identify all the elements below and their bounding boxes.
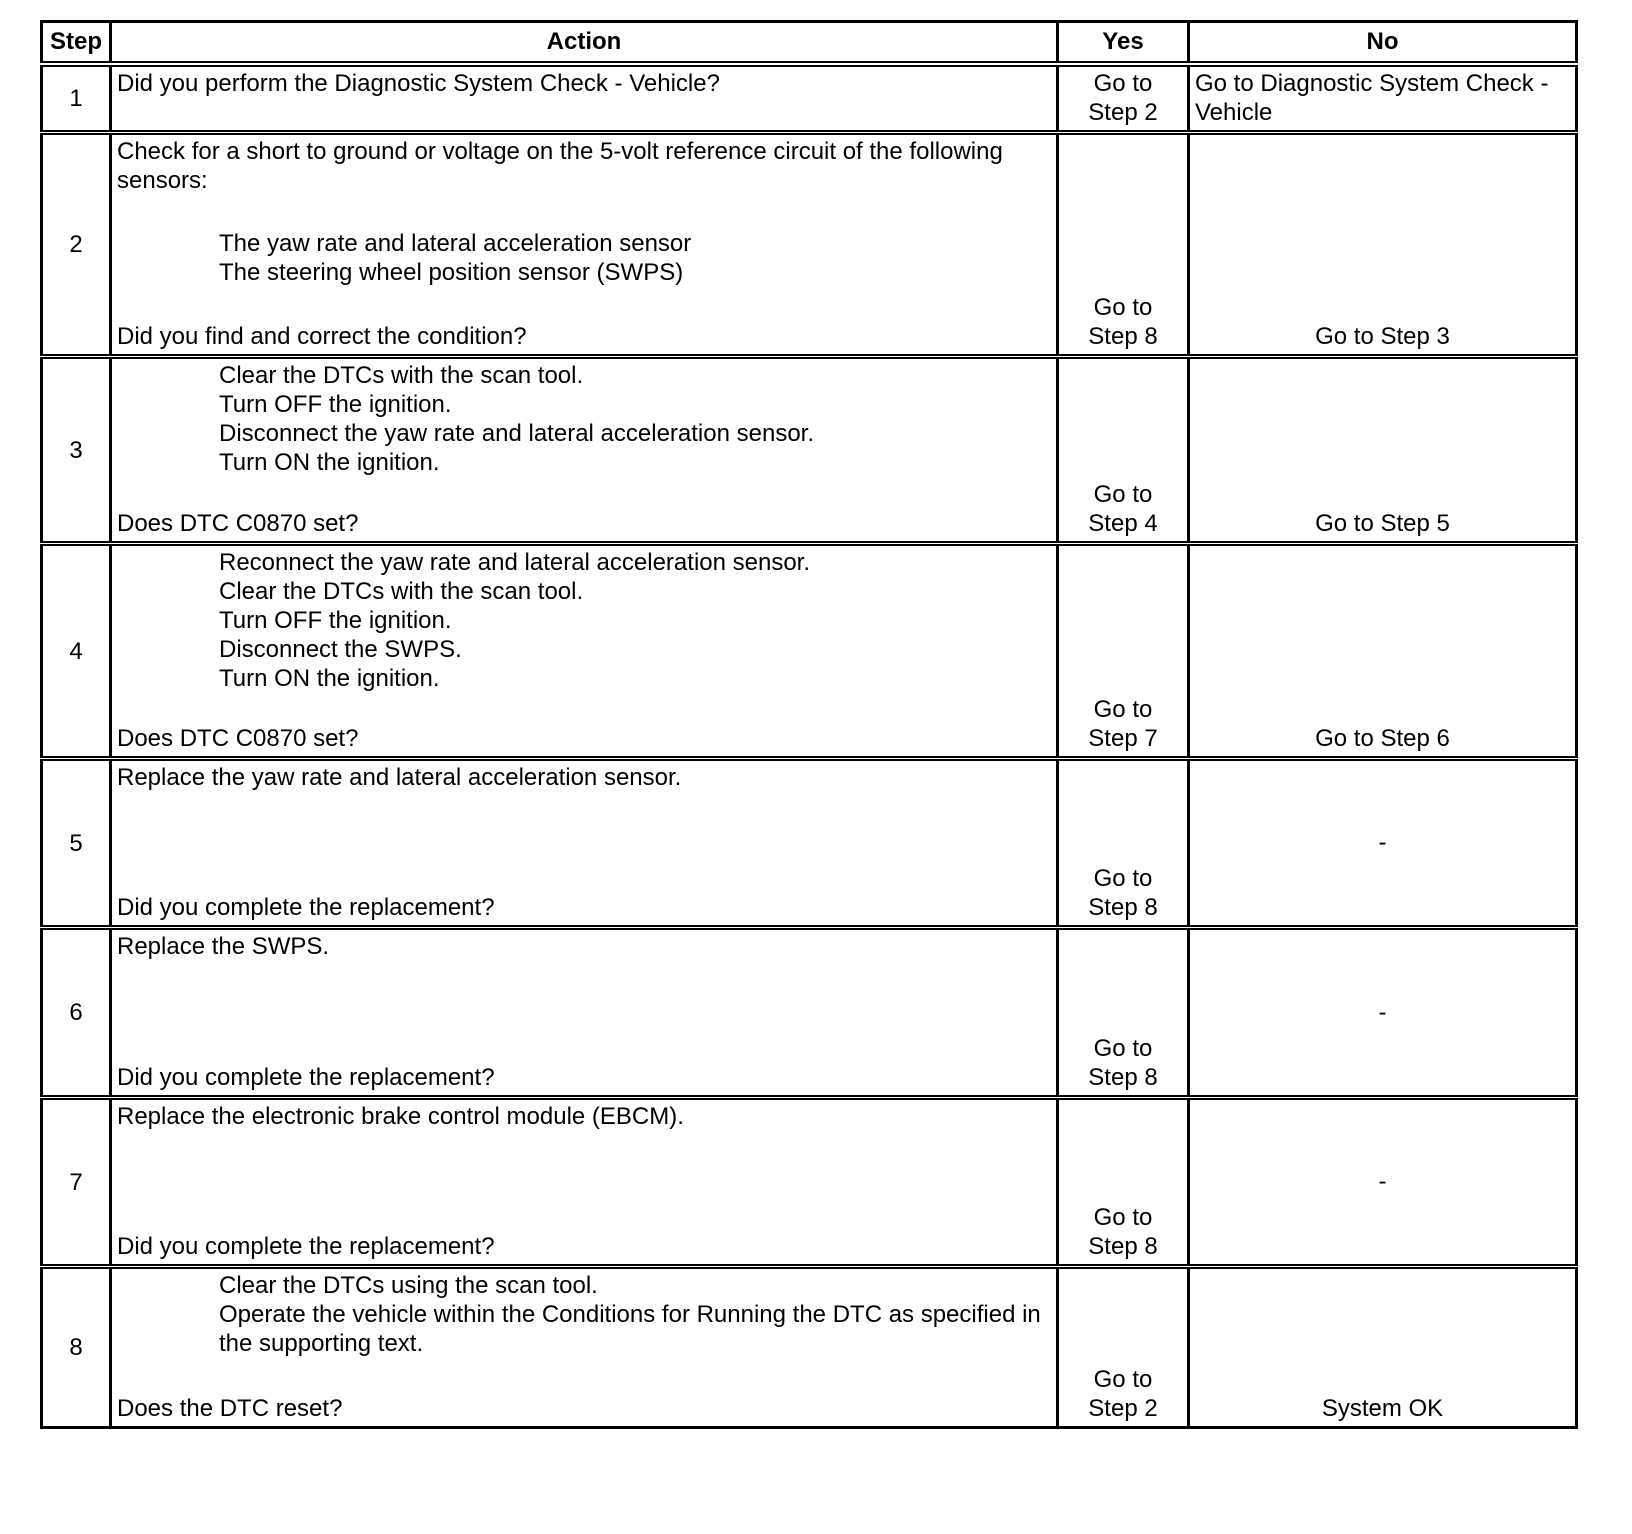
yes-text: Go to [1093, 1035, 1153, 1062]
header-no: No [1189, 22, 1577, 65]
yes-text: Step 8 [1088, 894, 1158, 921]
spacer [117, 195, 1051, 229]
no-text: - [1378, 998, 1387, 1026]
action-substep: Turn ON the ignition. [219, 665, 440, 692]
step-number: 8 [69, 1334, 83, 1361]
action-question: Did you complete the replacement? [117, 1064, 495, 1091]
step-number: 7 [69, 1168, 83, 1196]
action-cell [111, 1098, 1058, 1267]
action-substep: Turn ON the ignition. [219, 449, 440, 476]
table-body [42, 64, 1577, 1428]
action-content [117, 137, 1051, 287]
action-substep: Clear the DTCs with the scan tool. [219, 578, 584, 605]
step-number-cell [42, 928, 111, 1098]
yes-cell [1058, 759, 1189, 928]
no-cell [1189, 64, 1577, 133]
table-row [42, 544, 1577, 759]
yes-text: Step 2 [1088, 99, 1158, 126]
no-cell [1189, 357, 1577, 544]
no-cell [1189, 759, 1577, 928]
action-question: Does the DTC reset? [117, 1395, 343, 1422]
yes-text: Go to [1093, 696, 1153, 723]
yes-cell [1058, 357, 1189, 544]
no-cell [1189, 928, 1577, 1098]
step-number: 6 [69, 999, 83, 1026]
table-row [42, 928, 1577, 1098]
no-text: - [1378, 1168, 1387, 1195]
action-question: Did you find and correct the condition? [117, 323, 527, 350]
action-content [117, 1271, 1051, 1358]
action-cell [111, 1267, 1058, 1428]
step-number-cell [42, 759, 111, 928]
action-cell [111, 544, 1058, 759]
no-text: Go to Diagnostic System Check - Vehicle [1195, 70, 1549, 126]
step-number: 2 [69, 231, 83, 258]
action-intro: Replace the yaw rate and lateral acceleration sensor. [117, 764, 682, 791]
header-step: Step [42, 22, 111, 65]
action-intro: Replace the SWPS. [117, 933, 330, 960]
action-question: Did you complete the replacement? [117, 1233, 495, 1260]
table-row [42, 1098, 1577, 1267]
action-cell [111, 64, 1058, 133]
step-number: 1 [69, 85, 83, 112]
action-substep: Turn OFF the ignition. [219, 391, 452, 418]
yes-cell [1058, 1098, 1189, 1267]
action-substep: Operate the vehicle within the Conditions for Running the DTC as specified in the supporting text. [219, 1301, 1041, 1357]
action-cell [111, 759, 1058, 928]
no-text: Go to Step 6 [1315, 725, 1450, 752]
yes-text: Go to [1093, 865, 1153, 892]
step-number: 3 [69, 436, 83, 464]
step-number-cell [42, 357, 111, 544]
header-yes: Yes [1058, 22, 1189, 65]
diagnostic-table-container [40, 20, 1575, 1429]
yes-text: Go to [1093, 481, 1153, 508]
no-text: Go to Step 5 [1315, 510, 1450, 537]
action-substep: The steering wheel position sensor (SWPS) [219, 259, 684, 286]
yes-text: Step 8 [1088, 1064, 1158, 1091]
yes-cell [1058, 133, 1189, 357]
step-number-cell [42, 544, 111, 759]
action-content [117, 763, 1051, 792]
diagnostic-table [40, 20, 1578, 1429]
no-cell [1189, 1098, 1577, 1267]
yes-text: Step 8 [1088, 323, 1158, 350]
step-number-cell [42, 1098, 111, 1267]
action-substep: Reconnect the yaw rate and lateral acceleration sensor. [219, 549, 811, 576]
action-question: Does DTC C0870 set? [117, 725, 359, 752]
table-row [42, 1267, 1577, 1428]
header-action: Action [111, 22, 1058, 65]
action-cell [111, 357, 1058, 544]
action-substep: Disconnect the SWPS. [219, 636, 462, 663]
yes-cell [1058, 1267, 1189, 1428]
no-cell [1189, 133, 1577, 357]
yes-text: Go to [1093, 1204, 1153, 1231]
step-number-cell [42, 1267, 111, 1428]
header-row [42, 22, 1577, 65]
no-cell [1189, 544, 1577, 759]
yes-cell [1058, 928, 1189, 1098]
yes-text: Step 7 [1088, 725, 1158, 752]
step-number: 5 [69, 829, 83, 857]
action-intro: Replace the electronic brake control module (EBCM). [117, 1103, 684, 1130]
table-row [42, 133, 1577, 357]
action-content [117, 69, 1051, 98]
action-content [117, 361, 1051, 477]
step-number-cell [42, 64, 111, 133]
yes-text: Go to [1093, 70, 1153, 97]
no-text: - [1378, 829, 1387, 856]
action-substep: The yaw rate and lateral acceleration sensor [219, 230, 692, 257]
step-number: 4 [69, 637, 83, 665]
action-substep: Clear the DTCs using the scan tool. [219, 1272, 598, 1299]
action-content [117, 548, 1051, 693]
action-intro: Check for a short to ground or voltage on the 5-volt reference circuit of the following sensors: [117, 138, 1003, 194]
yes-text: Go to [1093, 1366, 1153, 1393]
action-cell [111, 133, 1058, 357]
no-text: System OK [1321, 1395, 1444, 1422]
step-number-cell [42, 133, 111, 357]
yes-cell [1058, 544, 1189, 759]
action-intro: Did you perform the Diagnostic System Check - Vehicle? [117, 70, 720, 97]
table-row [42, 64, 1577, 133]
action-question: Does DTC C0870 set? [117, 510, 359, 537]
action-substep: Turn OFF the ignition. [219, 607, 452, 634]
action-content [117, 932, 1051, 961]
action-cell [111, 928, 1058, 1098]
no-text: Go to Step 3 [1315, 323, 1450, 350]
action-content [117, 1102, 1051, 1131]
yes-text: Step 8 [1088, 1233, 1158, 1260]
yes-text: Step 2 [1088, 1395, 1158, 1422]
table-row [42, 357, 1577, 544]
yes-text: Step 4 [1088, 510, 1158, 537]
action-substep: Clear the DTCs with the scan tool. [219, 362, 584, 389]
yes-cell [1058, 64, 1189, 133]
table-row [42, 759, 1577, 928]
action-substep: Disconnect the yaw rate and lateral acceleration sensor. [219, 420, 814, 447]
no-cell [1189, 1267, 1577, 1428]
action-question: Did you complete the replacement? [117, 894, 495, 921]
yes-text: Go to [1093, 294, 1153, 321]
